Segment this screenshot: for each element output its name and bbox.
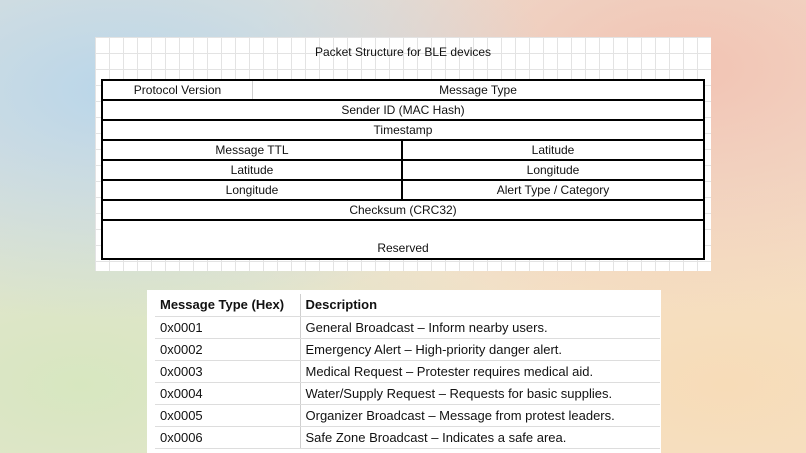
message-type-description: Emergency Alert – High-priority danger alert. <box>300 338 660 360</box>
table-row <box>155 338 660 360</box>
packet-structure-title: Packet Structure for BLE devices <box>314 45 492 59</box>
packet-row-alert <box>103 181 703 201</box>
field-checksum: Checksum (CRC32) <box>349 203 457 217</box>
table-row <box>155 404 660 426</box>
field-alert-type: Alert Type / Category <box>496 183 610 197</box>
message-type-description: Medical Request – Protester requires medical aid. <box>300 360 660 382</box>
message-type-table <box>155 294 660 449</box>
field-protocol-version: Protocol Version <box>103 81 253 99</box>
message-type-code: 0x0004 <box>155 382 300 404</box>
field-message-ttl: Message TTL <box>103 141 403 159</box>
field-latitude-left: Latitude <box>103 161 403 179</box>
field-longitude-right: Longitude <box>526 163 580 177</box>
field-longitude-left: Longitude <box>103 181 403 199</box>
packet-row-checksum <box>103 201 703 221</box>
table-row <box>155 382 660 404</box>
message-type-description: Safe Zone Broadcast – Indicates a safe area. <box>300 426 660 448</box>
message-type-table-panel <box>147 290 661 453</box>
table-header-row <box>155 294 660 316</box>
packet-row-timestamp <box>103 121 703 141</box>
header-description: Description <box>300 294 660 316</box>
packet-row-ttl <box>103 141 703 161</box>
table-row <box>155 316 660 338</box>
packet-diagram <box>101 79 705 260</box>
message-type-description: General Broadcast – Inform nearby users. <box>300 316 660 338</box>
field-timestamp: Timestamp <box>373 123 433 137</box>
field-sender-id: Sender ID (MAC Hash) <box>341 103 465 117</box>
packet-row-latlon <box>103 161 703 181</box>
field-message-type: Message Type <box>439 83 517 97</box>
message-type-code: 0x0002 <box>155 338 300 360</box>
message-type-code: 0x0003 <box>155 360 300 382</box>
field-latitude-right: Latitude <box>531 143 575 157</box>
packet-row-reserved <box>103 221 703 258</box>
header-message-type-hex: Message Type (Hex) <box>155 294 300 316</box>
message-type-code: 0x0006 <box>155 426 300 448</box>
message-type-code: 0x0005 <box>155 404 300 426</box>
packet-structure-sheet <box>95 37 711 271</box>
packet-row-header <box>103 81 703 101</box>
field-reserved: Reserved <box>377 241 429 255</box>
message-type-description: Water/Supply Request – Requests for basic supplies. <box>300 382 660 404</box>
message-type-code: 0x0001 <box>155 316 300 338</box>
message-type-description: Organizer Broadcast – Message from protest leaders. <box>300 404 660 426</box>
table-row <box>155 426 660 448</box>
packet-row-sender <box>103 101 703 121</box>
table-row <box>155 360 660 382</box>
